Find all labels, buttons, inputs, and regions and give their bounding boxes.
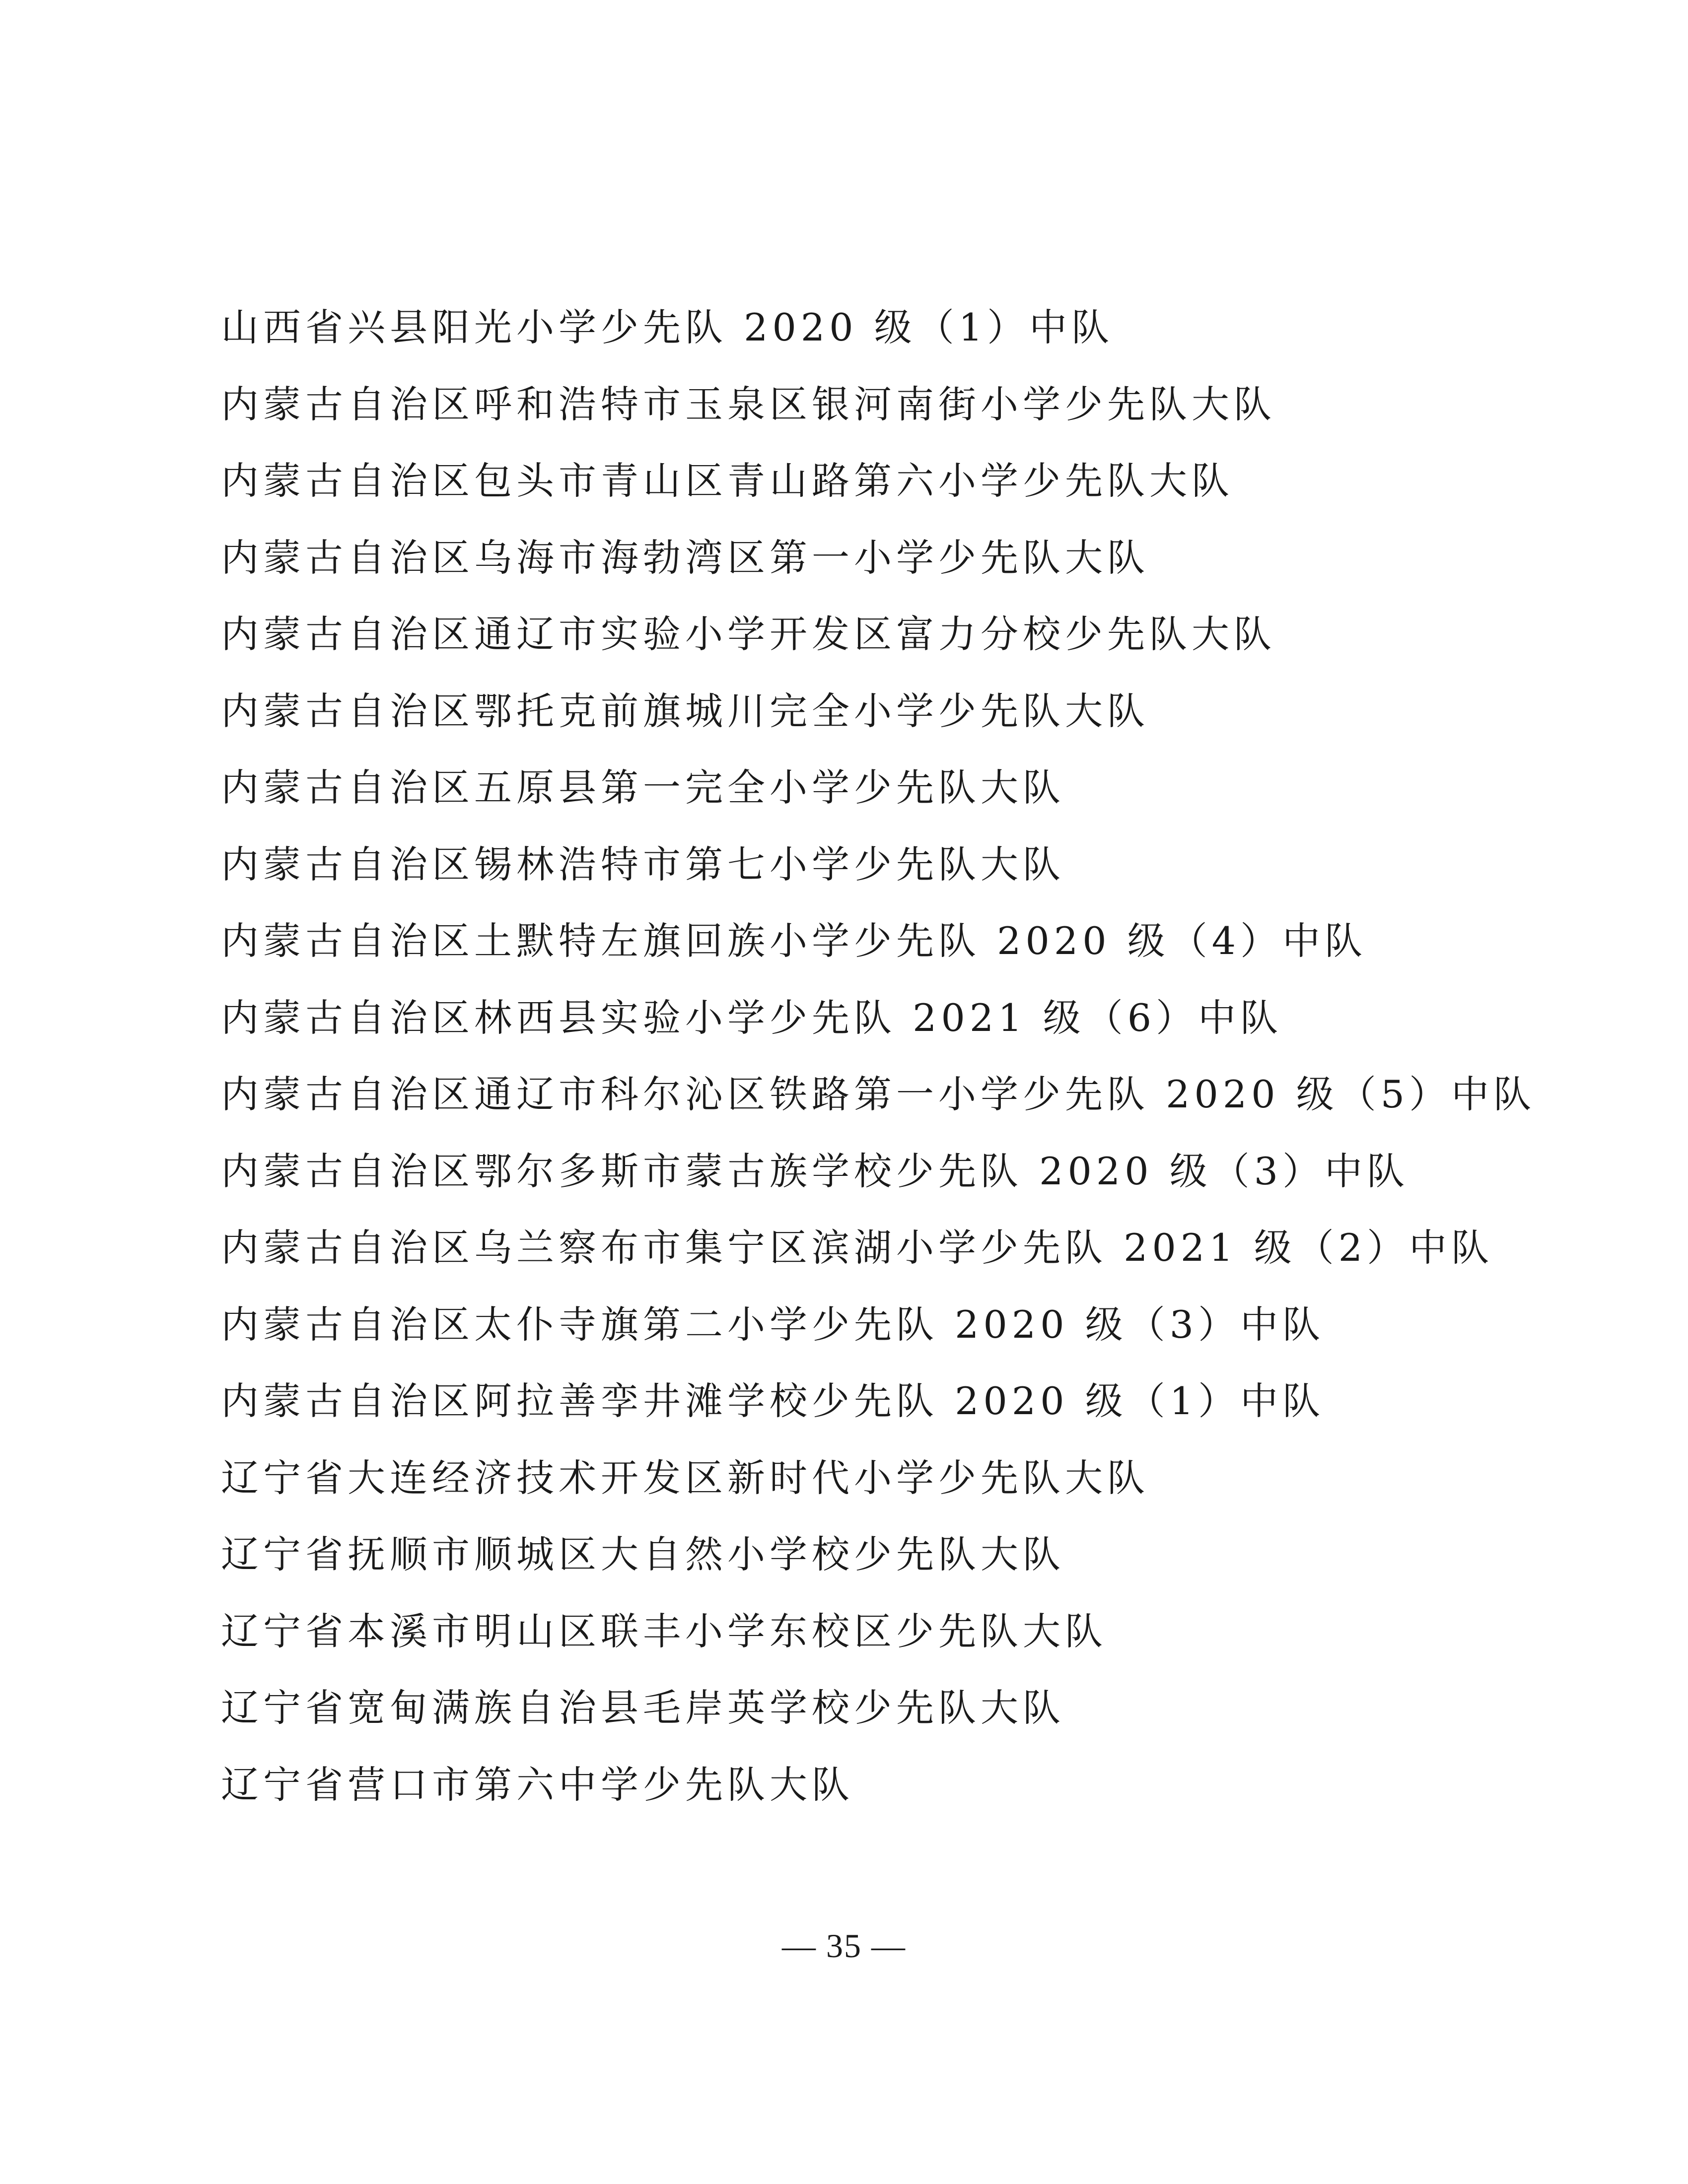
list-item: 辽宁省抚顺市顺城区大自然小学校少先队大队 [221, 1532, 1065, 1576]
list-item: 内蒙古自治区锡林浩特市第七小学少先队大队 [221, 842, 1065, 887]
list-item: 内蒙古自治区太仆寺旗第二小学少先队 2020 级（3）中队 [221, 1302, 1325, 1347]
list-item: 内蒙古自治区林西县实验小学少先队 2021 级（6）中队 [221, 995, 1283, 1040]
list-item: 辽宁省大连经济技术开发区新时代小学少先队大队 [221, 1455, 1149, 1500]
list-item: 内蒙古自治区通辽市实验小学开发区富力分校少先队大队 [221, 612, 1276, 656]
honor-list [221, 305, 1536, 1839]
page-number: — 35 — [782, 1927, 906, 1965]
list-item: 内蒙古自治区呼和浩特市玉泉区银河南街小学少先队大队 [221, 382, 1276, 426]
list-item: 内蒙古自治区乌海市海勃湾区第一小学少先队大队 [221, 535, 1149, 580]
list-item: 辽宁省本溪市明山区联丰小学东校区少先队大队 [221, 1609, 1107, 1653]
list-item: 内蒙古自治区鄂托克前旗城川完全小学少先队大队 [221, 688, 1149, 733]
list-item: 辽宁省营口市第六中学少先队大队 [221, 1762, 854, 1807]
list-item: 内蒙古自治区阿拉善孪井滩学校少先队 2020 级（1）中队 [221, 1379, 1325, 1423]
list-item: 内蒙古自治区包头市青山区青山路第六小学少先队大队 [221, 459, 1234, 503]
list-item: 山西省兴县阳光小学少先队 2020 级（1）中队 [221, 305, 1114, 349]
list-item: 内蒙古自治区鄂尔多斯市蒙古族学校少先队 2020 级（3）中队 [221, 1149, 1409, 1193]
list-item: 辽宁省宽甸满族自治县毛岸英学校少先队大队 [221, 1686, 1065, 1730]
list-item: 内蒙古自治区乌兰察布市集宁区滨湖小学少先队 2021 级（2）中队 [221, 1226, 1494, 1270]
list-item: 内蒙古自治区土默特左旗回族小学少先队 2020 级（4）中队 [221, 919, 1367, 963]
list-item: 内蒙古自治区五原县第一完全小学少先队大队 [221, 765, 1065, 810]
list-item: 内蒙古自治区通辽市科尔沁区铁路第一小学少先队 2020 级（5）中队 [221, 1072, 1536, 1116]
